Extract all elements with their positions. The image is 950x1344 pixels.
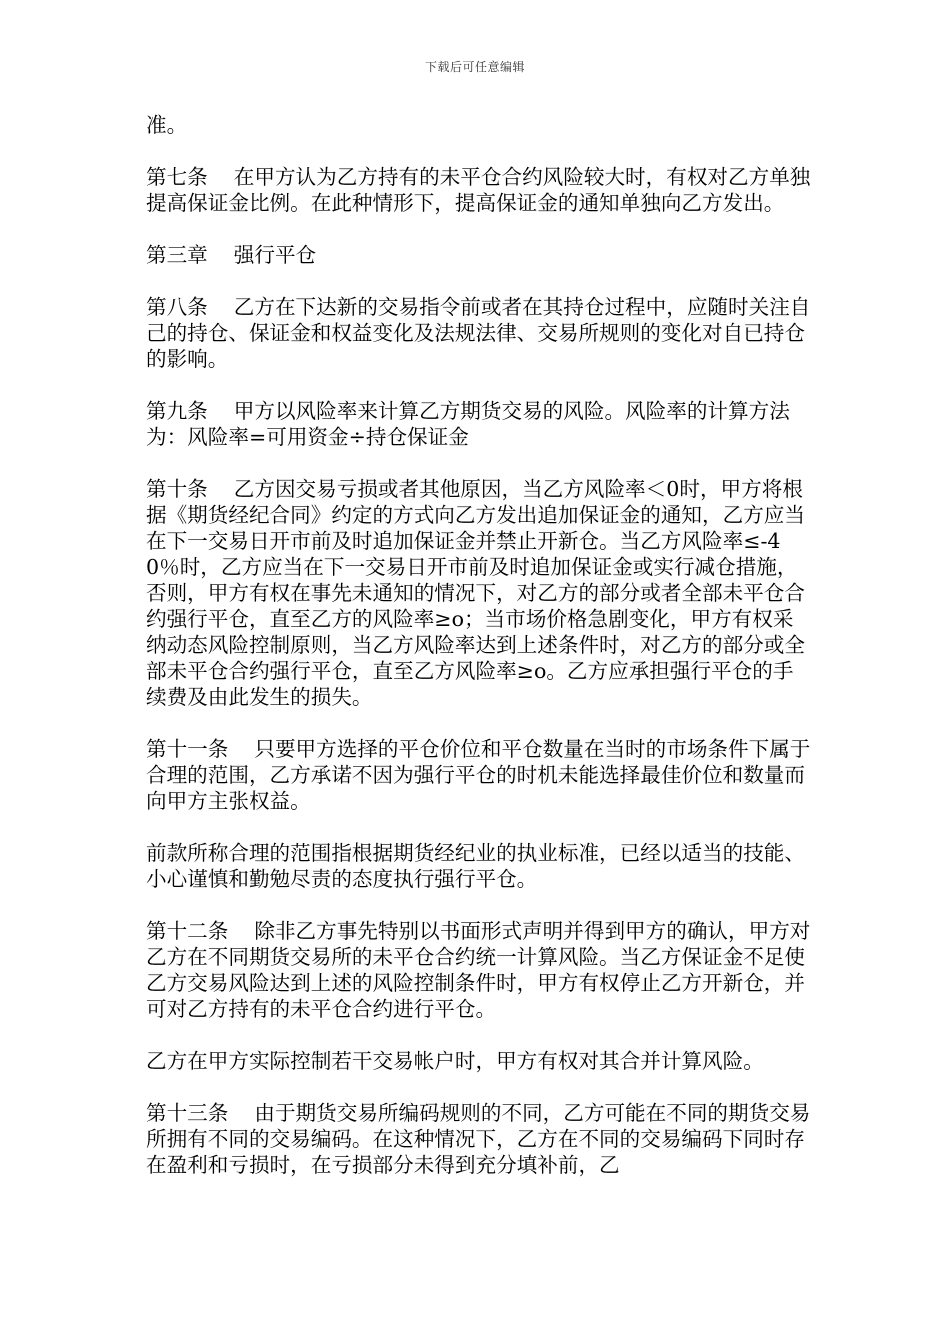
article-10 xyxy=(146,476,811,710)
article-11 xyxy=(146,736,811,814)
article-text: 由于期货交易所编码规则的不同，乙方可能在不同的期货交易所拥有不同的交易编码。在这种情况下，乙方在不同的交易编码下同时存在盈利和亏损时，在亏损部分未得到充分填补前，乙 xyxy=(146,1101,811,1177)
article-number: 第七条 xyxy=(146,165,208,189)
article-number: 第十三条 xyxy=(146,1101,229,1125)
article-text: 在甲方认为乙方持有的未平仓合约风险较大时，有权对乙方单独提高保证金比例。在此种情形下，提高保证金的通知单独向乙方发出。 xyxy=(146,165,811,215)
article-8 xyxy=(146,294,811,372)
page-header: 下载后可任意编辑 xyxy=(424,60,525,74)
paragraph xyxy=(146,112,811,138)
article-number: 第十二条 xyxy=(146,919,229,943)
document-body xyxy=(146,112,811,1204)
article-number: 第八条 xyxy=(146,295,208,319)
paragraph xyxy=(146,1048,811,1074)
article-number: 第九条 xyxy=(146,399,208,423)
paragraph-text: 乙方在甲方实际控制若干交易帐户时，甲方有权对其合并计算风险。 xyxy=(146,1049,764,1073)
article-12 xyxy=(146,918,811,1022)
article-9 xyxy=(146,398,811,450)
chapter-title: 强行平仓 xyxy=(233,243,317,267)
article-13 xyxy=(146,1100,811,1178)
article-text: 乙方在下达新的交易指令前或者在其持仓过程中，应随时关注自己的持仓、保证金和权益变化及法规法律、交易所规则的变化对自已持仓的影响。 xyxy=(146,295,811,371)
paragraph-text: 前款所称合理的范围指根据期货经纪业的执业标准，已经以适当的技能、小心谨慎和勤勉尽责的态度执行强行平仓。 xyxy=(146,841,805,891)
article-number: 第十条 xyxy=(146,477,208,501)
article-text: 甲方以风险率来计算乙方期货交易的风险。风险率的计算方法为：风险率=可用资金÷持仓保证金 xyxy=(146,399,790,449)
article-text: 只要甲方选择的平仓价位和平仓数量在当时的市场条件下属于合理的范围，乙方承诺不因为强行平仓的时机未能选择最佳价位和数量而向甲方主张权益。 xyxy=(146,737,811,813)
article-number: 第十一条 xyxy=(146,737,229,761)
chapter-3-heading xyxy=(146,242,811,268)
paragraph xyxy=(146,840,811,892)
paragraph-text: 准。 xyxy=(146,113,188,137)
chapter-number: 第三章 xyxy=(146,243,208,267)
article-text: 乙方因交易亏损或者其他原因，当乙方风险率＜0时，甲方将根据《期货经纪合同》约定的方式向乙方发出追加保证金的通知，乙方应当在下一交易日开市前及时追加保证金并禁止开新仓。当乙方风险率≤-40％时，乙方应当在下一交易日开市前及时追加保证金或实行减仓措施，否则，甲方有权在事先未通知的情况下，对乙方的部分或者全部未平仓合约强行平仓，直至乙方的风险率≥o；当市场价格急剧变化，甲方有权采纳动态风险控制原则，当乙方风险率达到上述条件时，对乙方的部分或全部未平仓合约强行平仓，直至乙方风险率≥o。乙方应承担强行平仓的手续费及由此发生的损失。 xyxy=(146,477,805,709)
article-text: 除非乙方事先特别以书面形式声明并得到甲方的确认，甲方对乙方在不同期货交易所的未平仓合约统一计算风险。当乙方保证金不足使乙方交易风险达到上述的风险控制条件时，甲方有权停止乙方开新仓，并可对乙方持有的未平仓合约进行平仓。 xyxy=(146,919,811,1021)
article-7 xyxy=(146,164,811,216)
